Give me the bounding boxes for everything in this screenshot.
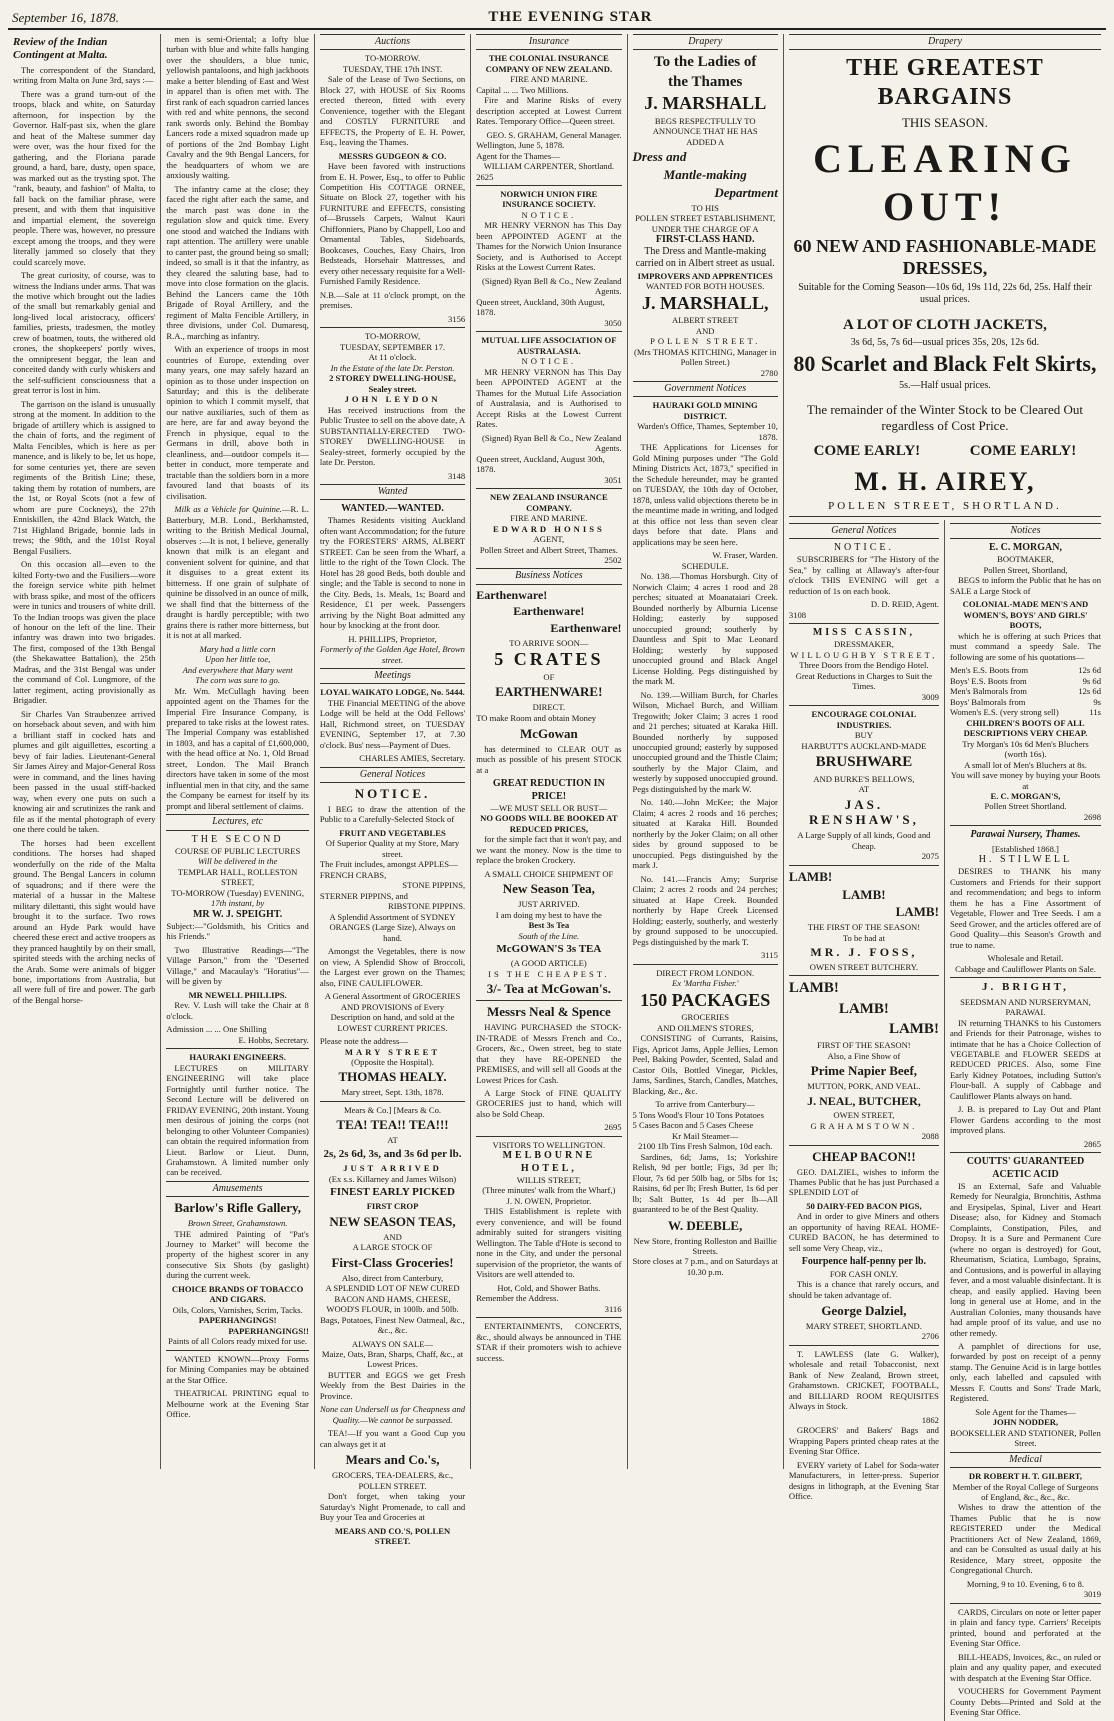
column-5: Drapery To the Ladies of the Thames J. MARSHALL BEGS RESPECTFULLY TO ANNOUNCE THAT HE HAS ADDED A Dress and Mantle-making Department TO HIS POLLEN STREET ESTABLISHMENT, UNDER THE CHARGE OF A FIRST-CLASS HAND. The Dress and Mantle-making carried on in Albert street as usual. IMPROVERS AND APPRENTICES WANTED FOR BOTH HOUSES. J. MARSHALL, ALBERT STREET AND POLLEN STREET. (Mrs THOMAS KITCHING, Manager in Pollen Street.) 2780 Government Notices HAURAKI GOLD MINING DISTRICT. Warden's Office, Thames, September 10, 1878. THE Applications for Licenses for Gold Mining purposes under "The Gold Mining Districts Act, 1873," specified in the Schedule hereunder, may be granted on TUESDAY, the 10th day of October, 1878, unless valid objections thereto be in the meantime made in writing, and lodged at this office not less than seven clear days before that date. Plans and applications may be seen here. W. Fraser, Warden. SCHEDULE. No. 138.—Thomas Horsburgh. City of Norwich Claim; 4 acres 1 rood and 28 perches; situated at Moanataiari Creek. Bounded northerly by Alburnia License Holding; easterly by supposed unoccupied ground; southerly by Dauntless and Spit to Mac Leonard Holding; westerly by supposed unoccupied ground and Black Angel License Holding. Pegs distinguished by the mark M. No. 139.—William Burch, for Charles Wilson, Michael Burch, and William Tregowith; Joker Claim; 3 acres 1 rood and 21 perches; situated at Karaka Hill. Bounded northerly by supposed unoccupied ground; easterly by supposed unoccupied ground and the Thistle Claim; southerly by the Major Claim, and westerly by supposed unoccupied ground. Pegs distinguished by the mark W. No. 140.—John McKee; the Major Claim; 4 acres 2 roods and 16 perches; situated at Karaka Hill. Bounded northerly by the Joker Claim; on all other sides by ground supposed to be unoccupied. Pegs distinguished by the mark J. No. 141.—Francis Amy; Surprise Claim; 2 acres 2 roods and 24 perches; situated at Hape Creek. Bounded northerly by Hape Creek Licensed Holding; easterly, southerly, and westerly by ground supposed to be unoccupied. Pegs distinguished by the mark T. 3115 DIRECT FROM LONDON. Ex 'Martha Fisher.' 150 PACKAGES GROCERIES AND OILMEN'S STORES, CONSISTING of Currants, Raisins, Figs, Apricot Jams, Apple Jellies, Lemon Peel, Baking Powder, Scented, Salad and Castor Oils, Bottled Vinegar, Pickles, Jams, Sardines, Starch, Candles, Matches, Blacking, &c., &c. To arrive from Canterbury— 5 Tons Wood's Flour 10 Tons Potatoes 5 Cases Bacon and 5 Cases Cheese Kr Mail Steamer— 2100 1lb Tins Fresh Salmon, 10d each. Sardines, 6d; Jams, 1s; Yorkshire Relish, 9d per bottle; Figs, 3d per lb; Flour, 7s 6d per 50lb bag, or 5lbs for 1s; Raisins, 6d per lb; Fresh Butter, 1s 6d per lb; Salt Butter, 1s 4d per lb—All guaranteed to be of the Best Quality. W. DEEBLE, New Store, fronting Rolleston and Baillie Streets. Store closes at 7 p.m., and on Saturdays at 10.30 p.m. [628,34,784,1469]
section-header: Insurance [476,34,621,50]
section-header: General Notices [320,767,465,783]
price-row: Boys' E.S. Boots from 9s 6d [949,675,1101,686]
article-paragraph: There was a grand turn-out of the troops, black and white, on Saturday afternoon, for inspection by the Governor. Half-past six, when the glare and heat of the Maltese summer day were over, was the hour fixed for the gathering, and the Floriana parade ground, a hard, bare, dusty, open space, was marked out as the trysting spot. The "rank, beauty, and fashion" of Malta, to fall back on the familiar phrase, were present, and with them that inquisitive and impartial element, the sovereign people. There was, however, no pressure except among the troops, and they were literally jammed so closely that they could scarcely move. [13,88,156,267]
verse: Mary had a little corn Upon her little toe, And everywhere that Mary went The corn was sure to go. [182,643,293,686]
section-header: Lectures, etc [166,814,308,830]
greatest-bargains: THE GREATEST BARGAINS [846,55,1044,111]
column-6: Drapery THE GREATEST BARGAINS THIS SEASON. CLEARING OUT! 60 NEW AND FASHIONABLE-MADE DRESSES, Suitable for the Coming Season—10s 6d, 19s 11d, 22s 6d, 25s. Half their usual prices. A LOT OF CLOTH JACKETS, 3s 6d, 5s, 7s 6d—usual prices 35s, 20s, 12s 6d. 80 Scarlet and Black Felt Skirts, 5s.—Half usual prices. The remainder of the Winter Stock to be Cleared Out regardless of Cost Price. COME EARLY! COME EARLY! M. H. AIREY, POLLEN STREET, SHORTLAND. General Notices NOTICE. SUBSCRIBERS for "The History of the Sea," by calling at Allaway's after-four o'clock THIS EVENING will get a reduction of 1s on each book. D. D. REID, Agent. 3108 MISS CASSIN, DRESSMAKER, WILLOUGHBY STREET, Three Doors from the Bendigo Hotel. Great Reductions in Charges to Suit the Times. 3009 ENCOURAGE COLONIAL INDUSTRIES. BUY HARBUTT'S AUCKLAND-MADE BRUSHWARE AND BURKE'S BELLOWS, AT JAS. RENSHAW'S, A Large Supply of all kinds, Good and Cheap. 2075 LAMB! LAMB! LAMB! THE FIRST OF THE SEASON! To be had at MR. J. FOSS, OWEN STREET BUTCHERY. LAMB! LAMB! LAMB! FIRST OF THE SEASON! Also, a Fine Show of Prime Napier Beef, MUTTON, PORK, AND VEAL. J. NEAL, BUTCHER, OWEN STREET, GRAHAMSTOWN. 2088 CHEAP BACON!! GEO. DALZIEL, wishes to inform the Thames Public that he has just Purchased a SPLENDID LOT of 50 DAIRY-FED BACON PIGS, And in order to give Miners and others an opportunity of having REAL HOME-CURED BACON, he has determined to sell some Very Cheap, viz., Fourpence half-penny per lb. FOR CASH ONLY. This is a chance that rarely occurs, and should be taken advantage of. George Dalziel, MARY STREET, SHORTLAND. 2706 T. LAWLESS (late G. Walker), wholesale and retail Tobacconist, next Bank of New Zealand, Brown street, Grahamstown. CRICKET, FOOTBALL, and BILLIARD ROOM REQUISITES Always in Stock. 1862 GROCERS' and Bakers' Bags and Wrapping Papers printed cheap rates at the Evening Star Office. EVERY variety of Label for Soda-water Manufacturers, in letter-press. Superior designs in lithograph, at the Evening Star Office. Notices E. C. MORGAN, BOOTMAKER, Pollen Street, Shortland, BEGS to inform the Public that he has on SALE a Large Stock of COLONIAL-MADE MEN'S AND WOMEN'S, BOYS' AND GIRLS' BOOTS, which he is offering at such Prices that must command a speedy Sale. The following are some of his quotations— Men's E.S. Boots from 12s 6d Boys' E.S. Boots from 9s 6d Men's Balmorals from 12s 6d Boys' Balmorals from 9s Women's E.S. (very strong sell) 11s CHILDREN'S BOOTS OF ALL DESCRIPTIONS VERY CHEAP. Try Morgan's 10s 6d Men's Bluchers (worth 16s). A small lot of Men's Bluchers at 8s. You will save money by buying your Boots at E. C. MORGAN'S, Pollen Street Shortland. 2698 Parawai Nursery, Thames. [Established 1868.] H. STILWELL DESIRES to THANK his many Customers and Friends for their support and recommendation; and begs to inform them he has a Fine Assortment of Vegetable, Flower and Tree Seeds. I am a Seed Grower, and the articles offered are of Good Quality—this Season's Growth and true to name. Wholesale and Retail. Cabbage and Cauliflower Plants on Sale. J. BRIGHT, SEEDSMAN AND NURSERYMAN, PARAWAI. IN returning THANKS to his Customers and Friends for their Patronage, wishes to intimate that he has a Choice Collection of VEGETABLE and FLOWER SEEDS at REDUCED PRICES. Also, some Fine Early Kidney Potatoes, including Sutton's Flour-ball. A supply of Cabbage and Cauliflower Plants always on hand. J. B. is prepared to Lay Out and Plant Flower Gardens according to the most improved plans. 2865 COUTTS' GUARANTEED ACETIC ACID IS an External, Safe and Valuable Remedy for Neuralgia, Bronchitis, Asthma and Erysipelas, Spinal, Liver and Heart Disease; also, for Kidney and Stomach Complaints, Constipation, Piles, and Dropsy. It is a Sure and Permanent Cure (where no organ is destroyed) for Gout, Rheumatism, Sciatica, Lumbago, Sprains, and Contusions, and is powerful in allaying fever, and a most valuable disinfectant. It is cheap, and easily applied. Having been long in general use at Home, and in the Australian Colonies, many thousands have had ample proof of its value, and use no other remedy. A pamphlet of directions for use, forwarded by post on receipt of a penny stamp. The Genuine Acid is in large bottles only, each labelled and capsuled with Messrs F. Coutts and Sons' Trade Mark, Registered. Sole Agent for the Thames— JOHN NODDER, BOOKSELLER AND STATIONER, Pollen Street. Medical DR ROBERT H. T. GILBERT, Member of the Royal College of Surgeons of England, &c., &c., &c. Wishes to draw the attention of the Thames Public that he is now REGISTERED under the Medical Practitioners Act of New Zealand, 1869, and can be Consulted as usual daily at his Residence, Mary street, opposite the Congregational Church. Morning, 9 to 10. Evening, 6 to 8. 3019 CARDS, Circulars on note or letter paper in plain and fancy type. Carriers' Receipts printed, bound and perforated at the Evening Star Office. BILL-HEADS, Invoices, &c., on ruled or plain and any quality paper, and executed with despatch at the Evening Star Office. VOUCHERS for Government Payment County Debts—Printed and Sold at the Evening Star Office. [784,34,1106,1469]
article-paragraph: men is semi-Oriental; a lofty blue turban with blue and white falls hanging over the shoulders, a blue tunic, yellowish pantaloons, and high jackboots make a better blending of East and West in apparel than is often met with. The first rank of each squadron carried lances with red and white pennons, the second rank swords only. Behind the Bombay Lancers rode a mixed squadron made up of portions of the 2nd Bombay Light Cavalry and the 9th Bengal Lancers, for the headquarters of whom we are anxiously waiting. [166,34,309,181]
price-row: Boys' Balmorals from 9s [949,696,1101,707]
column-3: Auctions TO-MORROW. TUESDAY, THE 17th INST. Sale of the Lease of Two Sections, on Block 27, with HOUSE of Six Rooms erected thereon, fitted with every Convenience, together with the Elegant and COSTLY FURNITURE and EFFECTS, the Property of E. H. Power, Esq., leaving the Thames. MESSRS GUDGEON & CO. Have been favored with instructions from E. H. Power, Esq., to offer to Public Competition His COTTAGE ORNEE, Situate on Block 27, together with his FURNITURE and EFFECTS, consisting of—Brussels Carpets, Walnut Kauri Chiffonniers, Piano by Chappell, Loo and Ornamental Tables, Sideboards, Bookcases, Couches, Easy Chairs, Iron Bedsteads, Horsehair Mattresses, and every other necessary requisite for a Well-Furnished Family Residence. N.B.—Sale at 11 o'clock prompt, on the premises. 3156 TO-MORROW, TUESDAY, SEPTEMBER 17. At 11 o'clock. In the Estate of the late Dr. Perston. 2 STOREY DWELLING-HOUSE, Sealey street. JOHN LEYDON Has received instructions from the Public Trustee to sell on the above date, A SUBSTANTIALLY-ERECTED TWO-STOREY DWELLING-HOUSE in Sealey-street, formerly occupied by the late Dr. Perston. 3148 Wanted WANTED.—WANTED. Thames Residents visiting Auckland often want Accommodation; for the future try the FORESTERS' ARMS, ALBERT STREET. Can be seen from the Wharf, a little to the right of the Town Clock. The Hotel has 28 good Beds, both double and single; and the Table is second to none in the City. Beds, 1s. Meals, 1s; Board and Residence, £1 per week. Passengers arriving by the Night Boat admitted any hour by knocking at the front door. H. PHILLIPS, Proprietor, Formerly of the Golden Age Hotel, Brown street. Meetings LOYAL WAIKATO LODGE, No. 5444. THE Financial MEETING of the above Lodge will be held at the Odd Fellows' Hall, Richmond street, on TUESDAY EVENING, September 17, at 7.30 o'clock. Bus' ness—Payment of Dues. CHARLES AMIES, Secretary. General Notices NOTICE. I BEG to draw the attention of the Public to a Carefully-Selected Stock of FRUIT AND VEGETABLES Of Superior Quality at my Store, Mary street. The Fruit includes, amongst APPLES— FRENCH CRABS, STONE PIPPINS, STERNER PIPPINS, and RIBSTONE PIPPINS. A Splendid Assortment of SYDNEY ORANGES (Large Size), Always on hand. Amongst the Vegetables, there is now on view, A Splendid Show of Broccoli, the Largest ever grown on the Thames; also, FINE CAULIFLOWER. A General Assortment of GROCERIES AND PROVISIONS of Every Description on hand, and sold at the LOWEST CURRENT PRICES. Please note the address— MARY STREET (Opposite the Hospital). THOMAS HEALY. Mary street, Sept. 13th, 1878. Mears & Co.] [Mears & Co. TEA! TEA!! TEA!!! AT 2s, 2s 6d, 3s, and 3s 6d per lb. JUST ARRIVED (Ex s.s. Killarney and James Wilson) FINEST EARLY PICKED FIRST CROP NEW SEASON TEAS, AND A LARGE STOCK OF First-Class Groceries! Also, direct from Canterbury, A SPLENDID LOT OF NEW CURED BACON AND HAMS, CHEESE, WOOD'S FLOUR, in 100lb. and 50lb. Bags, Potatoes, Finest New Oatmeal, &c., &c., &c. ALWAYS ON SALE— Maize, Oats, Bran, Sharps, Chaff, &c., at Lowest Prices. BUTTER and EGGS we get Fresh Weekly from the Best Dairies in the Province. None can Undersell us for Cheapness and Quality.—We cannot be surpassed. TEA!—If you want a Good Cup you can always get it at Mears and Co.'s, GROCERS, TEA-DEALERS, &c., POLLEN STREET. Don't forget, when taking your Saturday's Night Promenade, to call and Buy your Tea and Groceries at MEARS AND CO.'S, POLLEN STREET. [315,34,471,1469]
price-row: Women's E.S. (very strong sell) 11s [949,707,1101,718]
airey-name: M. H. AIREY, [854,466,1036,496]
section-header: Medical [950,1452,1101,1468]
section-header: Auctions [320,34,465,50]
price-row: Men's E.S. Boots from 12s 6d [949,665,1101,676]
barlow-title: Barlow's Rifle Gallery, [174,1200,301,1216]
general-notices: General Notices NOTICE. SUBSCRIBERS for "The History of the Sea," by calling at Allaway's after-four o'clock THIS EVENING will get a reduction of 1s on each book. D. D. REID, Agent. 3108 MISS CASSIN, DRESSMAKER, WILLOUGHBY STREET, Three Doors from the Bendigo Hotel. Great Reductions in Charges to Suit the Times. 3009 ENCOURAGE COLONIAL INDUSTRIES. BUY HARBUTT'S AUCKLAND-MADE BRUSHWARE AND BURKE'S BELLOWS, AT JAS. RENSHAW'S, A Large Supply of all kinds, Good and Cheap. 2075 LAMB! LAMB! LAMB! THE FIRST OF THE SEASON! To be had at MR. J. FOSS, OWEN STREET BUTCHERY. LAMB! LAMB! LAMB! FIRST OF THE SEASON! Also, a Fine Show of Prime Napier Beef, MUTTON, PORK, AND VEAL. J. NEAL, BUTCHER, OWEN STREET, GRAHAMSTOWN. 2088 CHEAP BACON!! GEO. DALZIEL, wishes to inform the Thames Public that he has just Purchased a SPLENDID LOT of 50 DAIRY-FED BACON PIGS, And in order to give Miners and others an opportunity of having REAL HOME-CURED BACON, he has determined to sell some Very Cheap, viz., Fourpence half-penny per lb. FOR CASH ONLY. This is a chance that rarely occurs, and should be taken advantage of. George Dalziel, MARY STREET, SHORTLAND. 2706 T. LAWLESS (late G. Walker), wholesale and retail Tobacconist, next Bank of New Zealand, Brown street, Grahamstown. CRICKET, FOOTBALL, and BILLIARD ROOM REQUISITES Always in Stock. 1862 GROCERS' and Bakers' Bags and Wrapping Papers printed cheap rates at the Evening Star Office. EVERY variety of Label for Soda-water Manufacturers, in letter-press. Superior designs in lithograph, at the Evening Star Office. [789,520,945,1721]
article-title: Review of the Indian Contingent at Malta. [13,36,108,62]
column-4: Insurance THE COLONIAL INSURANCE COMPANY OF NEW ZEALAND. FIRE AND MARINE. Capital ... ... Two Millions. Fire and Marine Risks of every description accepted at Lowest Current Rates. Temporary Office—Queen street. GEO. S. GRAHAM, General Manager. Wellington, June 5, 1878. Agent for the Thames— WILLIAM CARPENTER, Shortland. 2625 NORWICH UNION FIRE INSURANCE SOCIETY. NOTICE. MR HENRY VERNON has This Day been APPOINTED AGENT at the Thames for the Norwich Union Insurance Society, and is Authorised to Accept Risks at the Lowest Current Rates. (Signed) Ryan Bell & Co., New Zealand Agents. Queen street, Auckland, 30th August, 1878. 3050 MUTUAL LIFE ASSOCIATION OF AUSTRALASIA. NOTICE. MR HENRY VERNON has This Day been APPOINTED AGENT at the Thames for the Mutual Life Association of Australasia, and is Authorised to Accept Risks at the Lowest Current Rates. (Signed) Ryan Bell & Co., New Zealand Agents. Queen street, Auckland, August 30th, 1878. 3051 NEW ZEALAND INSURANCE COMPANY. FIRE AND MARINE. EDWARD HONISS AGENT, Pollen Street and Albert Street, Thames. 2502 Business Notices Earthenware! Earthenware! Earthenware! TO ARRIVE SOON— 5 CRATES OF EARTHENWARE! DIRECT. TO make Room and obtain Money McGowan has determined to CLEAR OUT as much as possible of his present STOCK at a GREAT REDUCTION IN PRICE! —WE MUST SELL OR BUST— NO GOODS WILL BE BOOKED AT REDUCED PRICES, for the simple fact that it won't pay, and we want the money. Now is the time to replace the broken Crockery. A SMALL CHOICE SHIPMENT OF New Season Tea, JUST ARRIVED. I am doing my best to have the Best 3s Tea South of the Line. McGOWAN'S 3s TEA (A GOOD ARTICLE) IS THE CHEAPEST. 3/- Tea at McGowan's. Messrs Neal & Spence HAVING PURCHASED the STOCK-IN-TRADE of Messrs French and Co., Grocers, &c., Owen street, beg to state that they have RE-OPENED the PREMISES, and will sell all Goods at the Lowest Prices for Cash. A Large Stock of FINE QUALITY GROCERIES just to hand, which will also be Sold Cheap. 2695 VISITORS TO WELLINGTON. MELBOURNE HOTEL, WILLIS STREET, (Three minutes' walk from the Wharf,) J. N. OWEN, Proprietor. THIS Establishment is replete with every convenience, and will be found admirably suited for strangers visiting Wellington. The Table d'Hote is second to none in the City, and under the personal supervision of the proprietor, the wants of Visitors are well attended to. Hot, Cold, and Shower Baths. Remember the Address. 3116 ENTERTAINMENTS, CONCERTS, &c., should always be announced in THE STAR if their promoters wish to achieve success. [471,34,627,1469]
milk-article: Milk as a Vehicle for Quinine.—R. L. Batterbury, M.B. Lond., Berkhamsted, writing to the British Medical Journal, observes :—It is not, I believe, generally known that milk is an elegant and convenient solvent for quinine, and that it disguises to a great extent its bitterness. If one grain of sulphate of quinine be dissolved in an ounce of milk, we shall find that the bitterness of the draught is hardly perceptible; with two grains there is rather more bitterness, but it is not at all marked. [166,504,309,641]
issue-date: September 16, 1878. [12,10,119,25]
price-row: Men's Balmorals from 12s 6d [949,686,1101,697]
section-header: Meetings [320,668,465,684]
article-paragraph: The garrison on the island is unusually strong at the moment. In addition to the brigade of artillery which is assigned to the chain of forts, and the regiment of Malta Fencibles, which is here as per manence, and is likely to be, let us hope, for some centuries yet, there are seven regiments of the British Line; these, taking them by rotation of numbers, are the 1st, or Royal Scots (not a few of whom are pure Cockneys), the 27th Enniskillen, the 42nd Black Watch, the 71st Highland Brigade, bonnie lads in trews; the 98th, and the 101st Royal Bengal Fusiliers. [13,398,156,556]
section-header: Notices [950,523,1101,539]
column-1 [8,34,161,1469]
article-intro: The correspondent of the Standard, writing from Malta on June 3rd, says :— [13,64,156,86]
masthead [8,4,1106,30]
section-header: Amusements [166,1181,308,1197]
paper-title: THE EVENING STAR [488,9,653,25]
section-header: Wanted [320,484,465,500]
article-paragraph: The infantry came at the close; they faced the right after each the same, and the march past was done in the regulation slow and quick time. Every one stood and watched the Indians with rapt attention. The artillery were unable to canter past, the ground being so small; indeed, so small is it that the infantry, as they cleared the saluting base, had to move into close formation on the glacis. Behind the Lancers came the 10th Brigade of Royal Artillery, and the regiment of Malta Fencible Artillery, in three divisions, under Col. Dumaresq, R.A., marching as infantry. [166,183,309,341]
section-header: Government Notices [633,381,778,397]
article-paragraph: On this occasion all—even to the kilted Forty-two and the Fusiliers—wore the foreign service white pith helmet with brass spike, and most of the officers were in tunics and trousers of white drill. To the Indian troops was given the place of honour on the left of the line. Their infantry was drawn into two brigades. The first, composed of the 13th Bengal (the Shekawattee Battalion), the 25th Madras, and the 31st Bengal was under the command of Col. Lungmore, of the latter regiment, acting provisionally as Brigadier. [13,559,156,706]
article-paragraph: With an experience of troops in most countries of Europe, extending over many years, one may safely hazard an opinion as to those under inspection on Saturday; and this is the deliberate opinion to which I commit myself, that our native auxiliaries, such of them as are here, are far and away beyond the French in physique, equal to the Germans in drill, above both in cleanliness, and—outdoor compels it—better in conduct, more temperate and tractable than the soldiers born in a more favoured land that boasts of its civilisation. [166,344,309,501]
notices: Notices E. C. MORGAN, BOOTMAKER, Pollen Street, Shortland, BEGS to inform the Public that he has on SALE a Large Stock of COLONIAL-MADE MEN'S AND WOMEN'S, BOYS' AND GIRLS' BOOTS, which he is offering at such Prices that must command a speedy Sale. The following are some of his quotations— Men's E.S. Boots from 12s 6d Boys' E.S. Boots from 9s 6d Men's Balmorals from 12s 6d Boys' Balmorals from 9s Women's E.S. (very strong sell) 11s CHILDREN'S BOOTS OF ALL DESCRIPTIONS VERY CHEAP. Try Morgan's 10s 6d Men's Bluchers (worth 16s). A small lot of Men's Bluchers at 8s. You will save money by buying your Boots at E. C. MORGAN'S, Pollen Street Shortland. 2698 Parawai Nursery, Thames. [Established 1868.] H. STILWELL DESIRES to THANK his many Customers and Friends for their support and recommendation; and begs to inform them he has a Fine Assortment of Vegetable, Flower and Tree Seeds. I am a Seed Grower, and the articles offered are of Good Quality—this Season's Growth and true to name. Wholesale and Retail. Cabbage and Cauliflower Plants on Sale. J. BRIGHT, SEEDSMAN AND NURSERYMAN, PARAWAI. IN returning THANKS to his Customers and Friends for their Patronage, wishes to intimate that he has a Choice Collection of VEGETABLE and FLOWER SEEDS at REDUCED PRICES. Also, some Fine Early Kidney Potatoes, including Sutton's Flour-ball. A supply of Cabbage and Cauliflower Plants always on hand. J. B. is prepared to Lay Out and Plant Flower Gardens according to the most improved plans. 2865 COUTTS' GUARANTEED ACETIC ACID IS an External, Safe and Valuable Remedy for Neuralgia, Bronchitis, Asthma and Erysipelas, Spinal, Liver and Heart Disease; also, for Kidney and Stomach Complaints, Constipation, Piles, and Dropsy. It is a Sure and Permanent Cure (where no organ is destroyed) for Gout, Rheumatism, Sciatica, Lumbago, Sprains, and Contusions, and is powerful in allaying fever, and a most valuable disinfectant. It is cheap, and easily applied. Having been long in general use at Home, and in the Australian Colonies, many thousands have had ample proof of its value, and use no other remedy. A pamphlet of directions for use, forwarded by post on receipt of a penny stamp. The Genuine Acid is in large bottles only, each labelled and capsuled with Messrs F. Coutts and Sons' Trade Mark, Registered. Sole Agent for the Thames— JOHN NODDER, BOOKSELLER AND STATIONER, Pollen Street. Medical DR ROBERT H. T. GILBERT, Member of the Royal College of Surgeons of England, &c., &c., &c. Wishes to draw the attention of the Thames Public that he is now REGISTERED under the Medical Practitioners Act of New Zealand, 1869, and can be Consulted as usual daily at his Residence, Mary street, opposite the Congregational Church. Morning, 9 to 10. Evening, 6 to 8. 3019 CARDS, Circulars on note or letter paper in plain and fancy type. Carriers' Receipts printed, bound and perforated at the Evening Star Office. BILL-HEADS, Invoices, &c., on ruled or plain and any quality paper, and executed with despatch at the Evening Star Office. VOUCHERS for Government Payment County Debts—Printed and Sold at the Evening Star Office. [949,524,1101,1718]
section-header: Drapery [633,34,778,50]
section-header: Business Notices [476,568,621,584]
article-paragraph: The horses had been excellent conditions. The horses had shaped wonderfully on the ride of the Malta ground. The Bengal Lancers in column of squadrons; and if there were the material of a hussar in the Maltese military dilettanti, this sight would have brought it to the surface. Two rows around an Hyde Park would have cheered these erect and active troopers as they pranced haughtily by on their small, spirited steeds with the arching necks of the Arab. Some were animals of bigger bone, importations from Australia, but all were full of fire and power. The garb of the Bengal horse- [13,837,156,1005]
section-header: General Notices [789,523,939,539]
article-paragraph: Sir Charles Van Straubenzee arrived on horseback about seven, and with him a brilliant staff in cocked hats and plumes and gilt aiguillettes, escorting a bevy of fair ladies. Lieutenant-General Sir James Airey and Major-General Ross were in command, and the lines having been passed in the usual stiff-backed way, when every one puts on such a knowing air and scrutinizes the rank and file as if the mental photograph of every one there could be taken. [13,708,156,835]
article-paragraph: Mr. Wm. McCullagh having been appointed agent on the Thames for the Imperial Fire Insurance Company, is prepared to take risks at the lowest rates. The Imperial Company was established in 1803, and has a capital of £1,600,000, with the head office at No. 1, Old Broad street, London. The Mail Branch directors have taken in some of the most influential men in that city, and the same the Company be earnest for itself by its prompt and liberal settlement of claims. [166,685,309,811]
section-header: Drapery [789,34,1101,50]
column-2: men is semi-Oriental; a lofty blue turban with blue and white falls hanging over the shoulders, a blue tunic, yellowish pantaloons, and high jackboots make a better blending of East and West in apparel than is often met with. The first rank of each squadron carried lances with red and white pennons, the second rank swords only. Behind the Bombay Lancers rode a mixed squadron made up of portions of the 2nd Bombay Light Cavalry and the 9th Bengal Lancers, for the headquarters of whom we are anxiously waiting. The infantry came at the close; they faced the right after each the same, and the march past was done in the regulation slow and quick time. Every one stood and watched the Indians with rapt attention. The artillery were unable to canter past, the ground being so small; indeed, so small is it that the infantry, as they cleared the saluting base, had to move into close formation on the glacis. Behind the Lancers came the 10th Brigade of Royal Artillery, and the regiment of Malta Fencible Artillery, in three divisions, under Col. Dumaresq, R.A., marching as infantry. With an experience of troops in most countries of Europe, extending over many years, one may safely hazard an opinion as to those under inspection on Saturday; and this is the deliberate opinion to which I commit myself, that our native auxiliaries, such of them as are here, are far and away beyond the French in physique, equal to the Germans in drill, above both in cleanliness, and—outdoor compels it—better in conduct, more temperate and tractable than the soldiers born in a more favoured land that boasts of its civilisation. Milk as a Vehicle for Quinine.—R. L. Batterbury, M.B. Lond., Berkhamsted, writing to the British Medical Journal, observes :—It is not, I believe, generally known that milk is an elegant and convenient solvent for quinine, and that it disguises to a great extent its bitterness. If one grain of sulphate of quinine be dissolved in an ounce of milk, we shall find that the bitterness of the draught is hardly perceptible; with two grains there is rather more bitterness, but it is not at all marked. Mary had a little corn Upon her little toe, And everywhere that Mary went The corn was sure to go. Mr. Wm. McCullagh having been appointed agent on the Thames for the Imperial Fire Insurance Company, is prepared to take risks at the lowest rates. The Imperial Company was established in 1803, and has a capital of £1,600,000, with the head office at No. 1, Old Broad street, London. The Mail Branch directors have taken in some of the most influential men in that city, and the same the Company be earnest for itself by its prompt and liberal settlement of claims. Lectures, etc THE SECOND COURSE OF PUBLIC LECTURES Will be delivered in the TEMPLAR HALL, ROLLESTON STREET, TO-MORROW (Tuesday) EVENING, 17th instant, by MR W. J. SPEIGHT. Subject:—"Goldsmith, his Critics and his Friends." Two Illustrative Readings—"The Village Parson," from the "Deserted Village," and Macaulay's "Horatius"—will be given by MR NEWELL PHILLIPS. Rev. V. Lush will take the Chair at 8 o'clock. Admission ... ... One Shilling E. Hobbs, Secretary. HAURAKI ENGINEERS. LECTURES on MILITARY ENGINEERING will take place Fortnightly until further notice. The Second Lecture will be delivered on FRIDAY EVENING, 20th instant. Young men desirous of joining the corps (not belonging to other Volunteer Companies) can obtain the required information from Lieut. Barlow or Lieut. Dunn, Grahamstown. A limited number only can be received. Amusements Barlow's Rifle Gallery, Brown Street, Grahamstown. THE admired Painting of "Pat's Journey to Market" will become the property of the highest scorer in any consecutive Six Shots (by gaslight) during the current week. CHOICE BRANDS OF TOBACCO AND CIGARS. Oils, Colors, Varnishes, Scrim, Tacks. PAPERHANGINGS! PAPERHANGINGS!! Paints of all Colors ready mixed for use. WANTED KNOWN—Proxy Forms for Mining Companies may be obtained at the Star Office. THEATRICAL PRINTING equal to Melbourne work at the Evening Star Office. [161,34,314,1469]
clearing-out: CLEARING OUT! [813,135,1077,230]
article-paragraph: The great curiosity, of course, was to witness the Indians under arms. That was the motive which brought out the ladies of the small but remarkably genial and long-lived local aristocracy, officers' families, priests, tradesmen, the motley crew of boatmen, touts, the withered old crones, the shopkeepers' portly wives, the omnipresent beggar, the lean and conceited dandy with curly whiskers and the self-sufficient consciousness that a great terror is lost in him. [13,270,156,396]
